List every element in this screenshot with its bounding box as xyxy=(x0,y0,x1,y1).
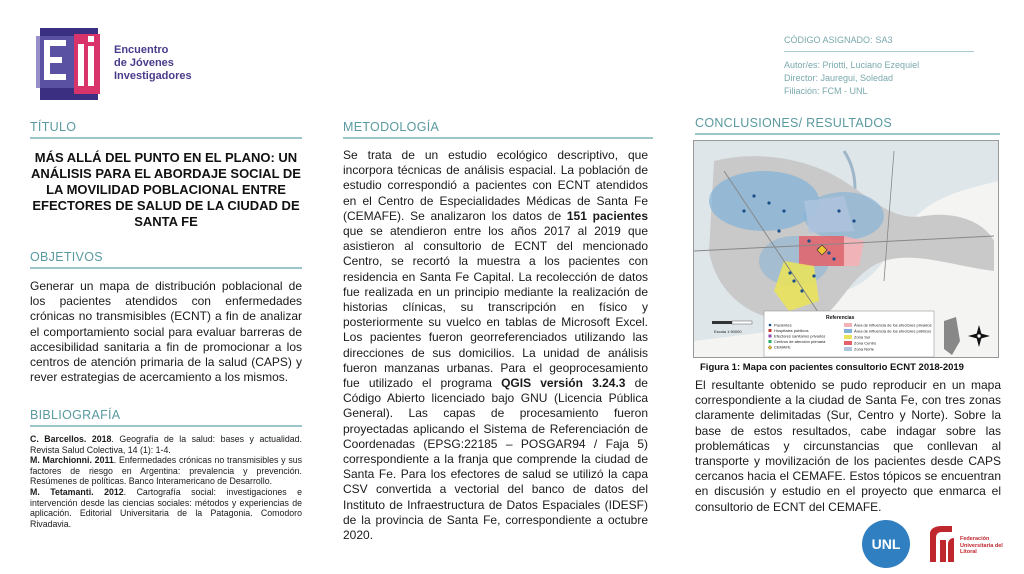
bibliography-item: M. Marchionni. 2011. Enfermedades crónicas no transmisibles y sus factores de riesgo en Argentina: prevalencia y prevención. Resúmenes de políticas. Banco Interamericano de Desarrollo. xyxy=(30,455,303,487)
map-legend-item: Área de influencia de los efectores públicos xyxy=(854,328,932,334)
director-line: Director: Jauregui, Soledad xyxy=(784,73,894,83)
assigned-code xyxy=(784,34,974,52)
metodologia-text: Se trata de un estudio ecológico descriptivo, que incorpora técnicas de análisis espacial. La población de estudio correspondió a pacientes con ECNT atendidos en el Centro de Especialidades Médicas de Santa Fe (CEMAFE). Se analizaron los datos de 151 pacientes que se atendieron entre los años 2017 al 2019 que asistieron al consultorio de ECNT del mencionado Centro, se recortó la muestra a los pacientes con residencia en Santa Fe Capital. La recolección de datos fue realizada en un principio mediante la realización de historias clínicas, su transcripción en físico y posteriormente su vuelco en tablas de Microsoft Excel. Los pacientes fueron georreferenciados utilizando las direcciones de sus domicilios. La unidad de análisis fueron manzanas urbanas. Para el geoprocesamiento fue utilizado el programa QGIS versión 3.24.3 de Código Abierto licenciado bajo GNU (Licencia Pública General). Las capas de procesamiento fueron proyectadas aplicando el Sistema de Referenciación de Coordenadas (EPSG:22185 – POSGAR94 / Faja 5) correspondiente a la franja que comprende la ciudad de Santa Fe. Para los efectores de salud se utilizó la capa CSV convertida a vectorial del banco de datos del Instituto de Infraestructura de Datos Espaciales (IDESF) de la provincia de Santa Fe, correspondiente a octubre 2020. xyxy=(343,148,648,543)
section-title-conclusiones: CONCLUSIONES/ RESULTADOS xyxy=(695,116,1000,135)
conclusiones-text: El resultante obtenido se pudo reproducir en un mapa correspondiente a la ciudad de Santa Fe, con tres zonas claramente delimitadas (Sur, Centro y Norte). Sobre la base de estos resultados, cabe indagar sobre las problemáticas y circunstancias que conllevan al transporte y movilización de los pacientes desde CAPS cercanos hacia el CEMAFE. Estos tópicos se encuentran en discusión y estudio en el proyecto que enmarca el consultorio de ECNT del CEMAFE. xyxy=(695,378,1001,514)
objetivos-text: Generar un mapa de distribución poblacional de los pacientes atendidos con enfermedades crónicas no transmisibles (ECNT) a fin de analizar el comportamiento social para evaluar barreras de accesibilidad sanitaria a fin de promocionar a los centros de atención primaria de la salud (CAPS) y rever estrategias de acercamiento a los mismos. xyxy=(30,279,302,385)
code-value: SA3 xyxy=(875,35,893,45)
map-legend-item: Hospitales públicos xyxy=(774,328,809,333)
code-label: CÓDIGO ASIGNADO: xyxy=(784,35,873,45)
eji-logo-mark xyxy=(34,26,104,102)
map-graphic xyxy=(694,141,999,358)
author-line: Autor/es: Priotti, Luciano Ezequiel xyxy=(784,60,920,70)
section-title-objetivos: OBJETIVOS xyxy=(30,250,302,269)
poster-title: MÁS ALLÁ DEL PUNTO EN EL PLANO: UN ANÁLISIS PARA EL ABORDAJE SOCIAL DE LA MOVILIDAD POBLACIONAL ENTRE EFECTORES DE SALUD DE LA CIUDAD DE SANTA FE xyxy=(31,150,301,229)
map-legend-item: Zona Norte xyxy=(854,346,875,352)
logo-line-2: de Jóvenes xyxy=(114,57,174,69)
map-legend-title: Referencias xyxy=(826,315,855,321)
bibliography-item: M. Tetamanti. 2012. Cartografía social: investigaciones e intervención desde las ciencias sociales: métodos y experiencias de aplicación. Editorial Universitaria de la Patagonia. Comodoro Rivadavia. xyxy=(30,486,303,529)
section-title-metodologia: METODOLOGÍA xyxy=(343,120,653,139)
feu-logo-text: Federación Universitaria del Litoral xyxy=(960,536,1003,555)
map-scale: Escala 1:90000 xyxy=(714,329,742,334)
eji-logo xyxy=(34,26,214,102)
affiliation-line: Filiación: FCM - UNL xyxy=(784,86,868,96)
bibliography-list xyxy=(30,434,302,529)
map-legend-item: Efectores sanitarios privados xyxy=(774,333,826,339)
info-box xyxy=(784,34,974,98)
logo-line-3: Investigadores xyxy=(114,70,192,82)
map-legend-item: CEMAFE xyxy=(774,344,791,350)
logo-text xyxy=(114,44,192,83)
section-title-bibliografia: BIBLIOGRAFÍA xyxy=(30,408,302,427)
map-legend-item: Pacientes xyxy=(774,322,792,328)
map-legend-item: Área de influencia de los efectores privados xyxy=(854,322,932,328)
figure-caption: Figura 1: Mapa con pacientes consultorio ECNT 2018-2019 xyxy=(700,362,964,373)
feu-logo-mark xyxy=(924,522,958,566)
map-legend-item: Centros de atención primaria xyxy=(774,339,826,344)
feu-logo xyxy=(924,522,1014,566)
bibliography-item: C. Barcellos. 2018. Geografía de la salud: bases y actualidad. Revista Salud Colectiva, 14 (1): 1-4. xyxy=(30,434,303,455)
map-legend-item: Zona Centro xyxy=(854,340,877,346)
unl-logo: UNL xyxy=(862,520,910,568)
city-map-figure xyxy=(693,140,999,358)
section-title-titulo: TÍTULO xyxy=(30,120,302,139)
map-legend-item: Zona Sur xyxy=(854,334,871,340)
logo-line-1: Encuentro xyxy=(114,44,169,56)
